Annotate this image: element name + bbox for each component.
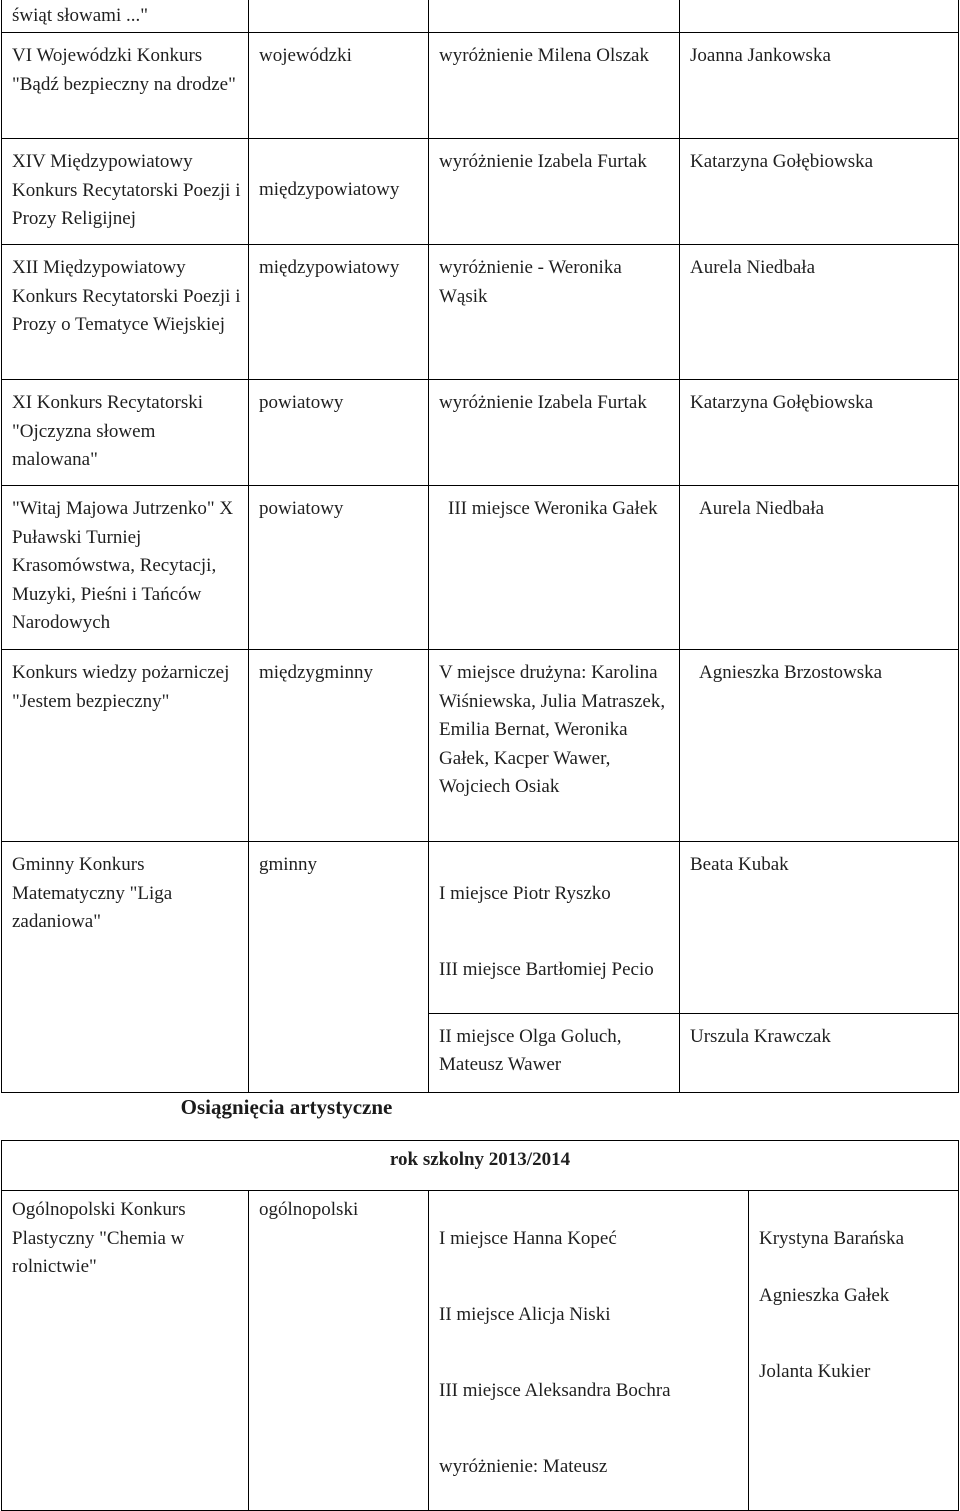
table-row — [2, 1191, 959, 1511]
result-cell: wyróżnienie Milena Olszak — [439, 45, 649, 66]
result-line: I miejsce Hanna Kopeć — [439, 1227, 617, 1249]
level-cell: ogólnopolski — [259, 1199, 359, 1220]
result-cell: III miejsce Weronika Gałek — [448, 498, 658, 519]
teacher-cell: Joanna Jankowska — [690, 45, 831, 66]
result-line: I miejsce Piotr Ryszko — [439, 882, 611, 904]
result-cell — [429, 1191, 748, 1510]
teacher-line: Agnieszka Gałek — [759, 1284, 890, 1306]
level-cell: międzypowiatowy — [259, 257, 400, 278]
result-line: III miejsce Aleksandra Bochra — [439, 1379, 671, 1401]
teacher-line: Jolanta Kukier — [759, 1360, 871, 1382]
competition-cell: XII Międzypowiatowy Konkurs Recytatorski Poezji i Prozy o Tematyce Wiejskiej — [12, 257, 241, 335]
teacher-cell: Urszula Krawczak — [690, 1025, 831, 1047]
table-row — [2, 0, 959, 33]
teacher-cell: Aurela Niedbała — [699, 498, 825, 519]
result-cell — [429, 0, 679, 2]
artistic-achievements-table — [1, 1140, 959, 1511]
table-row — [2, 486, 959, 650]
level-cell: powiatowy — [259, 392, 344, 413]
table-row — [2, 139, 959, 245]
result-cell: wyróżnienie Izabela Furtak — [439, 392, 647, 413]
teacher-cell: Agnieszka Brzostowska — [699, 662, 883, 683]
level-cell: powiatowy — [259, 498, 344, 519]
table-row — [2, 1141, 959, 1191]
teacher-cell — [749, 1191, 958, 1415]
table-row — [2, 380, 959, 486]
level-cell — [249, 0, 428, 2]
teacher-cell — [680, 0, 958, 2]
table-row — [2, 33, 959, 139]
table-row — [2, 650, 959, 842]
result-line: II miejsce Alicja Niski — [439, 1303, 611, 1325]
teacher-cell: Beata Kubak — [690, 854, 789, 875]
level-cell: międzypowiatowy — [259, 179, 400, 200]
school-year-label: rok szkolny 2013/2014 — [389, 1149, 571, 1170]
competition-cell: XIV Międzypowiatowy Konkurs Recytatorski Poezji i Prozy Religijnej — [12, 151, 241, 229]
section-heading: Osiągnięcia artystyczne — [180, 1095, 393, 1119]
level-cell: wojewódzki — [259, 45, 352, 66]
teacher-cell: Katarzyna Gołębiowska — [690, 392, 874, 413]
result-line: III miejsce Bartłomiej Pecio — [439, 958, 654, 980]
competition-cell: VI Wojewódzki Konkurs "Bądź bezpieczny na drodze" — [12, 45, 236, 95]
competition-cell: "Witaj Majowa Jutrzenko" X Puławski Turniej Krasomówstwa, Recytacji, Muzyki, Pieśni i Tańców Narodowych — [12, 498, 234, 633]
result-cell: wyróżnienie Izabela Furtak — [439, 151, 647, 172]
result-cell: V miejsce drużyna: Karolina Wiśniewska, Julia Matraszek, Emilia Bernat, Weronika Gałek, Kacper Wawer, Wojciech Osiak — [439, 662, 666, 797]
result-cell: II miejsce Olga Goluch, Mateusz Wawer — [439, 1025, 622, 1075]
level-cell: międzygminny — [259, 662, 373, 683]
competition-cell: Gminny Konkurs Matematyczny "Liga zadaniowa" — [12, 854, 173, 932]
competition-cell: Ogólnopolski Konkurs Plastyczny "Chemia w rolnictwie" — [12, 1199, 186, 1277]
result-cell — [429, 842, 679, 1013]
teacher-cell: Katarzyna Gołębiowska — [690, 151, 874, 172]
teacher-line: Krystyna Barańska — [759, 1227, 905, 1249]
result-line: wyróżnienie: Mateusz — [439, 1455, 608, 1477]
table-row — [2, 245, 959, 380]
competition-cell: XI Konkurs Recytatorski "Ojczyzna słowem malowana" — [12, 392, 204, 470]
table-row — [2, 842, 959, 1014]
competition-cell: świąt słowami ..." — [12, 5, 148, 26]
competition-cell: Konkurs wiedzy pożarniczej "Jestem bezpieczny" — [12, 662, 230, 712]
achievements-table — [1, 0, 959, 1093]
teacher-cell: Aurela Niedbała — [690, 257, 816, 278]
level-cell: gminny — [259, 854, 318, 875]
result-cell: wyróżnienie - Weronika Wąsik — [439, 257, 622, 307]
